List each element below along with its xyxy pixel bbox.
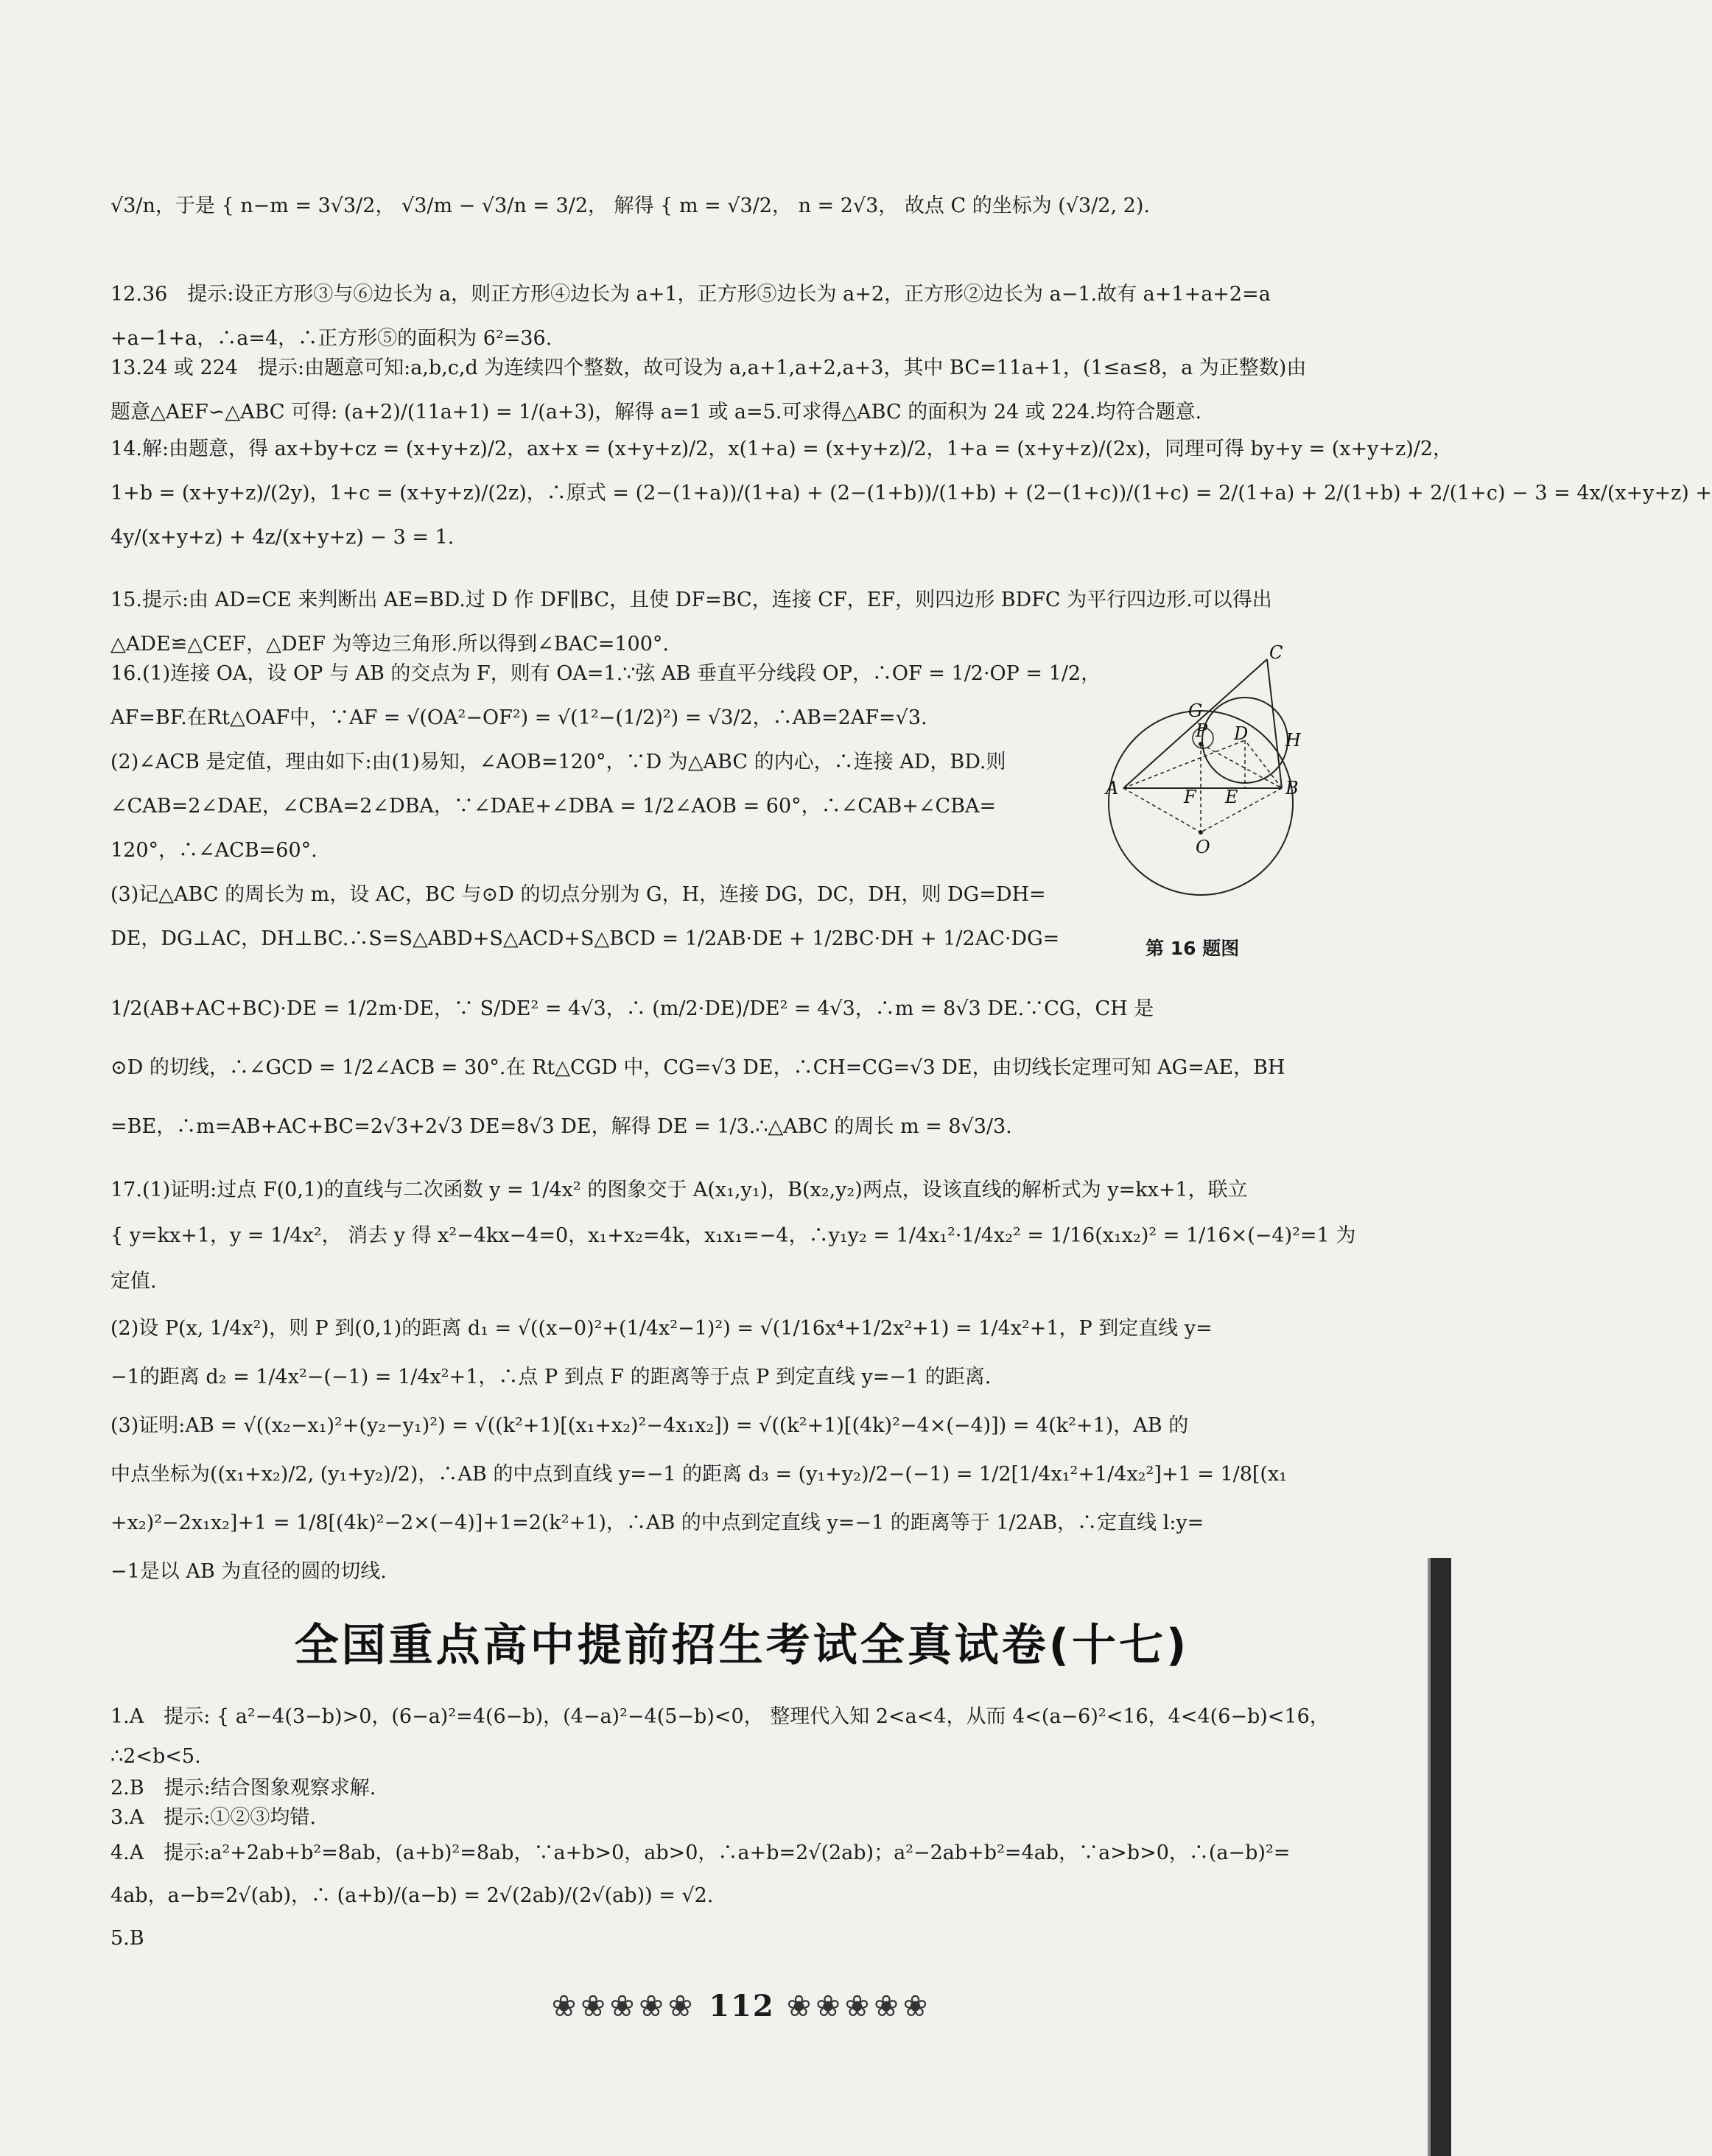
text-line: 16.(1)连接 OA，设 OP 与 AB 的交点为 F，则有 OA=1.∵弦 AB 垂直平分线段 OP，∴OF = 1/2·OP = 1/2，	[110, 662, 1101, 685]
figure-caption: 第 16 题图	[1146, 938, 1240, 959]
s17-answers	[110, 1694, 1330, 1959]
text-line: { y=kx+1，y = 1/4x²， 消去 y 得 x²−4kx−4=0，x₁+x₂=4k，x₁x₁=−4，∴y₁y₂ = 1/4x₁²·1/4x₂² = 1/16(x₁x₂)² = 1/16×(−4)²=1 为	[110, 1224, 1356, 1247]
q13-answer	[110, 346, 1319, 435]
label-h: H	[1285, 730, 1301, 751]
text-line: ∠CAB=2∠DAE，∠CBA=2∠DBA，∵∠DAE+∠DBA = 1/2∠AOB = 60°，∴∠CAB+∠CBA=	[110, 795, 997, 818]
label-a: A	[1106, 778, 1119, 798]
text-line: 14.解:由题意，得 ax+by+cz = (x+y+z)/2，ax+x = (x+y+z)/2，x(1+a) = (x+y+z)/2，1+a = (x+y+z)/(2x)，同理可得 by+y = (x+y+z)/2，	[110, 438, 1453, 460]
text-line: 4.A 提示:a²+2ab+b²=8ab，(a+b)²=8ab，∵a+b>0，ab>0，∴a+b=2√(2ab)；a²−2ab+b²=4ab，∵a>b>0，∴(a−b)²=	[110, 1841, 1291, 1864]
text-line: =BE，∴m=AB+AC+BC=2√3+2√3 DE=8√3 DE，解得 DE = 1/3.∴△ABC 的周长 m = 8√3/3.	[110, 1115, 1012, 1138]
q17-answer	[110, 1167, 1356, 1596]
q14-answer	[110, 427, 1712, 560]
text-line: √3/n，于是 { n−m = 3√3/2， √3/m − √3/n = 3/2， 解得 { m = √3/2， n = 2√3， 故点 C 的坐标为 (√3/2, 2).	[110, 194, 1150, 217]
page-footer	[0, 1989, 1484, 2023]
label-f: F	[1184, 787, 1196, 807]
text-line: +x₂)²−2x₁x₂]+1 = 1/8[(4k)²−2×(−4)]+1=2(k²+1)，∴AB 的中点到定直线 y=−1 的距离等于 1/2AB，∴定直线 l:y=	[110, 1511, 1204, 1534]
text-line: 13.24 或 224 提示:由题意可知:a,b,c,d 为连续四个整数，故可设为 a,a+1,a+2,a+3，其中 BC=11a+1，(1≤a≤8，a 为正整数)由	[110, 357, 1307, 379]
label-p: P	[1196, 720, 1208, 741]
binding-edge	[1431, 1558, 1451, 2156]
text-line: 5.B	[110, 1927, 144, 1950]
label-g: G	[1188, 700, 1203, 721]
text-line: 题意△AEF∽△ABC 可得: (a+2)/(11a+1) = 1/(a+3)，解得 a=1 或 a=5.可求得△ABC 的面积为 24 或 224.均符合题意.	[110, 401, 1202, 424]
text-line: 12.36 提示:设正方形③与⑥边长为 a，则正方形④边长为 a+1，正方形⑤边长为 a+2，正方形②边长为 a−1.故有 a+1+a+2=a	[110, 283, 1271, 306]
page-number: 112	[709, 1989, 775, 2023]
text-line: 1.A 提示: { a²−4(3−b)>0，(6−a)²=4(6−b)，(4−a)²−4(5−b)<0， 整理代入知 2<a<4，从而 4<(a−6)²<16，4<4(6−b)<16，	[110, 1705, 1330, 1728]
text-line: ⊙D 的切线，∴∠GCD = 1/2∠ACB = 30°.在 Rt△CGD 中，CG=√3 DE，∴CH=CG=√3 DE，由切线长定理可知 AG=AE，BH	[110, 1056, 1285, 1079]
section-title: 全国重点高中提前招生考试全真试卷(十七)	[294, 1620, 1190, 1671]
text-line: (2)∠ACB 是定值，理由如下:由(1)易知，∠AOB=120°，∵D 为△ABC 的内心，∴连接 AD，BD.则	[110, 751, 1006, 773]
text-line: DE，DG⊥AC，DH⊥BC.∴S=S△ABD+S△ACD+S△BCD = 1/2AB·DE + 1/2BC·DH + 1/2AC·DG=	[110, 927, 1060, 950]
text-line: 4y/(x+y+z) + 4z/(x+y+z) − 3 = 1.	[110, 526, 455, 549]
q16-answer-part1	[110, 652, 1101, 961]
text-line: AF=BF.在Rt△OAF中，∵AF = √(OA²−OF²) = √(1²−(1/2)²) = √3/2，∴AB=2AF=√3.	[110, 706, 927, 729]
text-line: +a−1+a，∴a=4，∴正方形⑤的面积为 6²=36.	[110, 327, 552, 350]
text-line: (2)设 P(x, 1/4x²)，则 P 到(0,1)的距离 d₁ = √((x−0)²+(1/4x²−1)²) = √(1/16x⁴+1/2x²+1) = 1/4x²+1，P 到定直线 y=	[110, 1317, 1213, 1340]
text-line: −1的距离 d₂ = 1/4x²−(−1) = 1/4x²+1，∴点 P 到点 F 的距离等于点 P 到定直线 y=−1 的距离.	[110, 1366, 992, 1388]
text-line: △ADE≌△CEF，△DEF 为等边三角形.所以得到∠BAC=100°.	[110, 633, 669, 656]
text-line: 2.B 提示:结合图象观察求解.	[110, 1777, 376, 1799]
text-line: 4ab，a−b=2√(ab)，∴ (a+b)/(a−b) = 2√(2ab)/(2√(ab)) = √2.	[110, 1884, 714, 1907]
label-o: O	[1196, 837, 1210, 857]
text-line: 17.(1)证明:过点 F(0,1)的直线与二次函数 y = 1/4x² 的图象交于 A(x₁,y₁)，B(x₂,y₂)两点，设该直线的解析式为 y=kx+1，联立	[110, 1179, 1248, 1201]
text-line: 1+b = (x+y+z)/(2y)，1+c = (x+y+z)/(2z)，∴原式 = (2−(1+a))/(1+a) + (2−(1+b))/(1+b) + (2−(1+c))/(1+c) = 2/(1+a) + 2/(1+b) + 2/(1+c) − 3 = 4x/(x+y+z) +	[110, 482, 1712, 505]
text-line: ∴2<b<5.	[110, 1745, 201, 1768]
q11-tail	[110, 184, 1319, 228]
label-c: C	[1269, 642, 1283, 663]
text-line: 定值.	[110, 1270, 157, 1293]
circle-diagram	[1101, 642, 1322, 958]
text-line: −1是以 AB 为直径的圆的切线.	[110, 1560, 387, 1583]
text-line: 120°，∴∠ACB=60°.	[110, 839, 318, 862]
text-line: 中点坐标为((x₁+x₂)/2, (y₁+y₂)/2)，∴AB 的中点到直线 y=−1 的距离 d₃ = (y₁+y₂)/2−(−1) = 1/2[1/4x₁²+1/4x₂²]+1 = 1/8[(x₁	[110, 1463, 1288, 1486]
q16-answer-part2	[110, 980, 1319, 1156]
geometry-figure	[1101, 642, 1322, 958]
ornament-right: ❀❀❀❀❀	[786, 1990, 933, 2023]
label-b: B	[1285, 778, 1299, 798]
label-e: E	[1225, 787, 1238, 807]
text-line: 15.提示:由 AD=CE 来判断出 AE=BD.过 D 作 DF∥BC，且使 DF=BC，连接 CF，EF，则四边形 BDFC 为平行四边形.可以得出	[110, 589, 1272, 611]
ornament-left: ❀❀❀❀❀	[551, 1990, 698, 2023]
text-line: 3.A 提示:①②③均错.	[110, 1806, 316, 1829]
text-line: (3)证明:AB = √((x₂−x₁)²+(y₂−y₁)²) = √((k²+1)[(x₁+x₂)²−4x₁x₂]) = √((k²+1)[(4k)²−4×(−4)]) = 4(k²+1)，AB 的	[110, 1414, 1189, 1437]
label-d: D	[1234, 723, 1249, 744]
text-line: (3)记△ABC 的周长为 m，设 AC，BC 与⊙D 的切点分别为 G，H，连接 DG，DC，DH，则 DG=DH=	[110, 883, 1046, 906]
text-line: 1/2(AB+AC+BC)·DE = 1/2m·DE，∵ S/DE² = 4√3，∴ (m/2·DE)/DE² = 4√3，∴m = 8√3 DE.∵CG，CH 是	[110, 997, 1154, 1020]
